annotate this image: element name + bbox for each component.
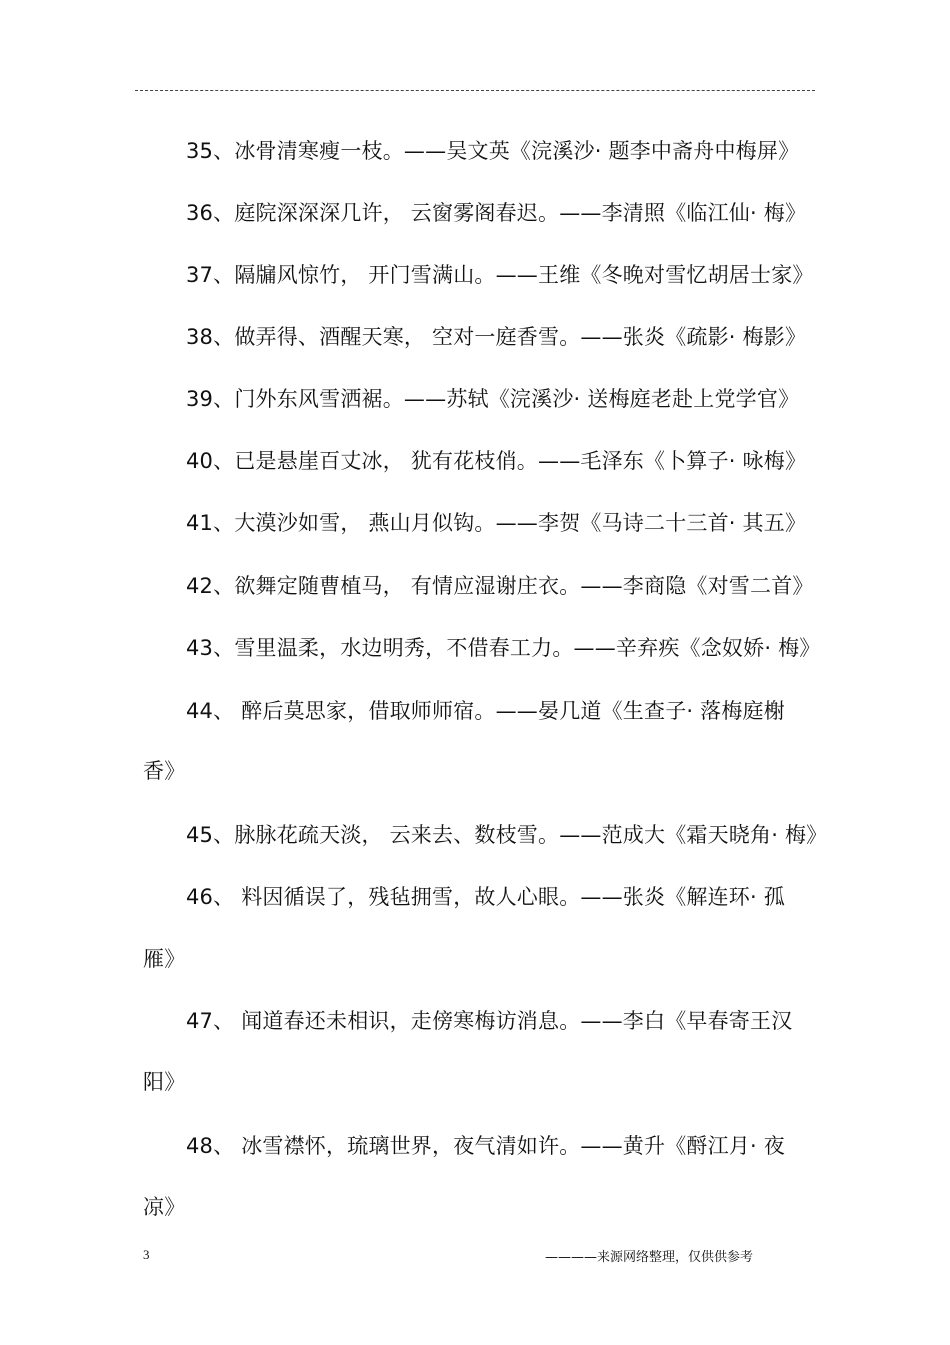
poem-line-46: 46、 料因循误了，残毡拥雪，故人心眼。——张炎《解连环· 孤 xyxy=(186,885,785,909)
footer-note: ————来源网络整理，仅供供参考 xyxy=(545,1250,754,1265)
poem-line-38: 38、做弄得、酒醒天寒， 空对一庭香雪。——张炎《疏影· 梅影》 xyxy=(186,325,807,349)
poem-line-47: 47、 闻道春还未相识，走傍寒梅访消息。——李白《早春寄王汉 xyxy=(186,1009,793,1033)
poem-line-36: 36、庭院深深深几许， 云窗雾阁春迟。——李清照《临江仙· 梅》 xyxy=(186,201,807,225)
poem-line-43: 43、雪里温柔，水边明秀，不借春工力。——辛弃疾《念奴娇· 梅》 xyxy=(186,636,821,660)
poem-line-47-continued: 阳》 xyxy=(143,1070,186,1094)
poem-line-42: 42、欲舞定随曹植马， 有情应湿谢庄衣。——李商隐《对雪二首》 xyxy=(186,574,814,598)
poem-line-48-continued: 凉》 xyxy=(143,1195,186,1219)
poem-line-37: 37、隔牖风惊竹， 开门雪满山。——王维《冬晚对雪忆胡居士家》 xyxy=(186,263,814,287)
poem-line-40: 40、已是悬崖百丈冰， 犹有花枝俏。——毛泽东《卜算子· 咏梅》 xyxy=(186,449,807,473)
poem-line-39: 39、门外东风雪洒裾。——苏轼《浣溪沙· 送梅庭老赴上党学官》 xyxy=(186,387,800,411)
poem-line-35: 35、冰骨清寒瘦一枝。——吴文英《浣溪沙· 题李中斋舟中梅屏》 xyxy=(186,139,800,163)
poem-line-45: 45、脉脉花疏天淡， 云来去、数枝雪。——范成大《霜天晓角· 梅》 xyxy=(186,823,828,847)
poem-line-44-continued: 香》 xyxy=(143,759,186,783)
poem-line-48: 48、 冰雪襟怀，琉璃世界，夜气清如许。——黄升《酹江月· 夜 xyxy=(186,1134,785,1158)
page-number: 3 xyxy=(143,1247,150,1262)
poem-line-41: 41、大漠沙如雪， 燕山月似钩。——李贺《马诗二十三首· 其五》 xyxy=(186,511,807,535)
poem-line-44: 44、 醉后莫思家，借取师师宿。——晏几道《生查子· 落梅庭榭 xyxy=(186,699,785,723)
poem-line-46-continued: 雁》 xyxy=(143,947,186,971)
